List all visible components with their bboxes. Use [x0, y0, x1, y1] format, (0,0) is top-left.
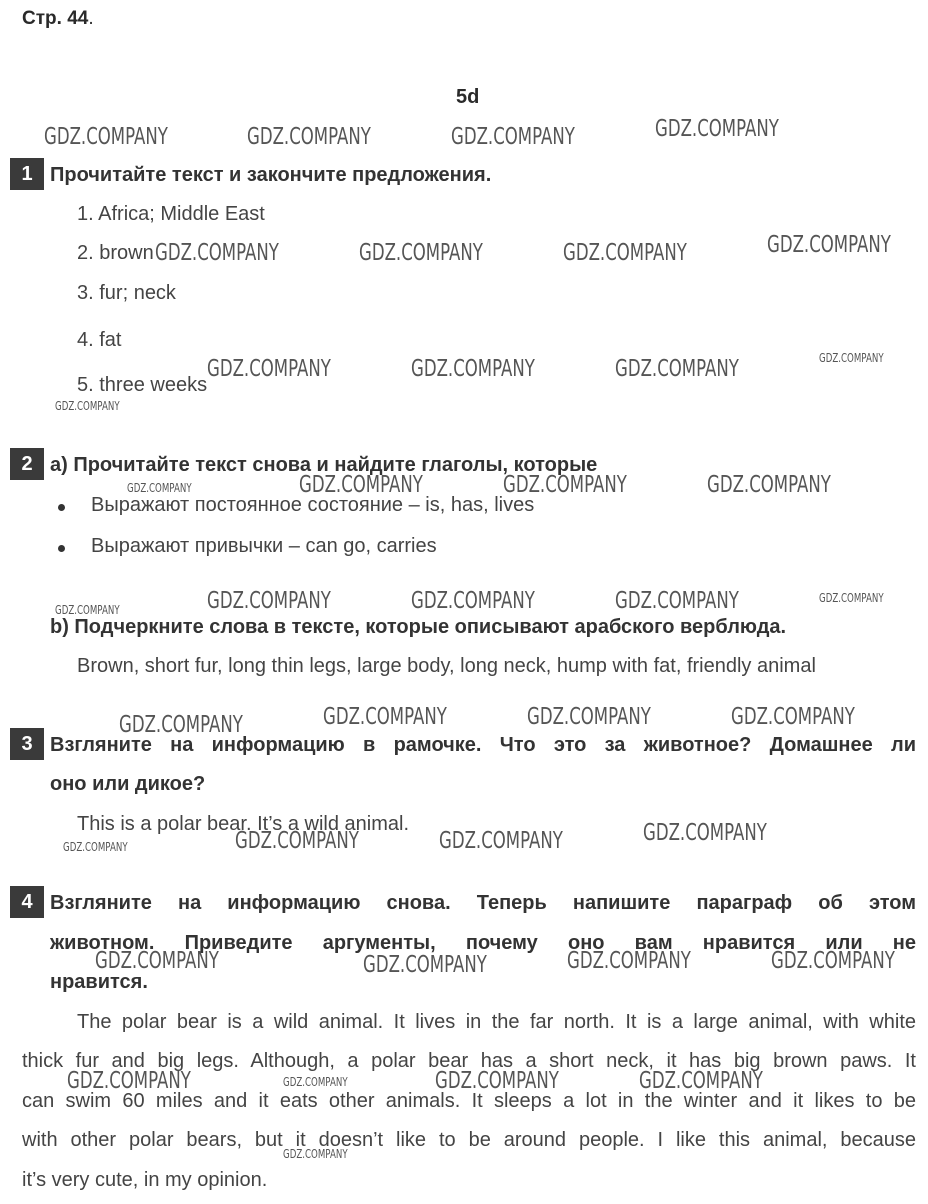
watermark: GDZ.COMPANY	[95, 948, 219, 974]
answer-text: This is a polar bear. It’s a wild animal.	[77, 813, 410, 835]
answer-item: 4. fat	[77, 329, 122, 351]
task-title: a) Прочитайте текст снова и найдите глаголы, которые	[50, 454, 598, 476]
task-title: Взгляните на информацию снова. Теперь напишите параграф об этом	[50, 892, 916, 914]
watermark: GDZ.COMPANY	[127, 481, 192, 495]
bullet-item: Выражают постоянное состояние – is, has, lives	[91, 494, 535, 516]
answer-item: 2. brown	[77, 242, 154, 264]
answer-item: 5. three weeks	[77, 374, 208, 396]
bullet-icon	[58, 545, 65, 552]
watermark: GDZ.COMPANY	[503, 472, 627, 498]
answer-text: Brown, short fur, long thin legs, large body, long neck, hump with fat, friendly animal	[77, 655, 816, 677]
watermark: GDZ.COMPANY	[323, 704, 447, 730]
watermark: GDZ.COMPANY	[283, 1147, 348, 1161]
task-subtitle: b) Подчеркните слова в тексте, которые описывают арабского верблюда.	[50, 616, 787, 638]
watermark: GDZ.COMPANY	[359, 240, 483, 266]
task-number-badge: 2	[10, 448, 44, 480]
watermark: GDZ.COMPANY	[299, 472, 423, 498]
watermark: GDZ.COMPANY	[527, 704, 651, 730]
watermark: GDZ.COMPANY	[411, 588, 535, 614]
watermark: GDZ.COMPANY	[731, 704, 855, 730]
task-number-badge: 3	[10, 728, 44, 760]
watermark: GDZ.COMPANY	[155, 240, 279, 266]
task-number-badge: 1	[10, 158, 44, 190]
watermark: GDZ.COMPANY	[235, 828, 359, 854]
watermark: GDZ.COMPANY	[655, 116, 779, 142]
watermark: GDZ.COMPANY	[207, 588, 331, 614]
paragraph-line: can swim 60 miles and it eats other animals. It sleeps a lot in the winter and it likes to be	[22, 1090, 916, 1112]
page-label: Стр. 44.	[22, 8, 94, 29]
watermark: GDZ.COMPANY	[411, 356, 535, 382]
watermark: GDZ.COMPANY	[283, 1075, 348, 1089]
watermark: GDZ.COMPANY	[44, 124, 168, 150]
watermark: GDZ.COMPANY	[63, 840, 128, 854]
section-title: 5d	[456, 86, 480, 108]
watermark: GDZ.COMPANY	[707, 472, 831, 498]
watermark: GDZ.COMPANY	[55, 399, 120, 413]
watermark: GDZ.COMPANY	[207, 356, 331, 382]
watermark: GDZ.COMPANY	[435, 1068, 559, 1094]
watermark: GDZ.COMPANY	[363, 952, 487, 978]
bullet-item: Выражают привычки – can go, carries	[91, 535, 437, 557]
task-title-continued: оно или дикое?	[50, 773, 206, 795]
paragraph-line: thick fur and big legs. Although, a polar bear has a short neck, it has big brown paws. It	[22, 1050, 916, 1072]
watermark: GDZ.COMPANY	[67, 1068, 191, 1094]
task-title-continued: животном. Приведите аргументы, почему оно вам нравится или не	[50, 932, 916, 954]
task-title-continued: нравится.	[50, 971, 148, 993]
paragraph-line: with other polar bears, but it doesn’t like to be around people. I like this animal, because	[22, 1129, 916, 1151]
watermark: GDZ.COMPANY	[819, 591, 884, 605]
task-number-badge: 4	[10, 886, 44, 918]
watermark: GDZ.COMPANY	[439, 828, 563, 854]
watermark: GDZ.COMPANY	[247, 124, 371, 150]
watermark: GDZ.COMPANY	[639, 1068, 763, 1094]
watermark: GDZ.COMPANY	[819, 351, 884, 365]
watermark: GDZ.COMPANY	[451, 124, 575, 150]
watermark: GDZ.COMPANY	[567, 948, 691, 974]
answer-item: 3. fur; neck	[77, 282, 176, 304]
answer-item: 1. Africa; Middle East	[77, 203, 265, 225]
watermark: GDZ.COMPANY	[119, 712, 243, 738]
paragraph-line: The polar bear is a wild animal. It lives in the far north. It is a large animal, with white	[77, 1011, 916, 1033]
watermark: GDZ.COMPANY	[615, 588, 739, 614]
task-title: Взгляните на информацию в рамочке. Что это за животное? Домашнее ли	[50, 734, 916, 756]
paragraph-line: it’s very cute, in my opinion.	[22, 1169, 268, 1191]
bullet-icon	[58, 504, 65, 511]
watermark: GDZ.COMPANY	[771, 948, 895, 974]
task-title: Прочитайте текст и закончите предложения.	[50, 164, 492, 186]
watermark: GDZ.COMPANY	[643, 820, 767, 846]
watermark: GDZ.COMPANY	[563, 240, 687, 266]
watermark: GDZ.COMPANY	[55, 603, 120, 617]
watermark: GDZ.COMPANY	[767, 232, 891, 258]
watermark: GDZ.COMPANY	[615, 356, 739, 382]
